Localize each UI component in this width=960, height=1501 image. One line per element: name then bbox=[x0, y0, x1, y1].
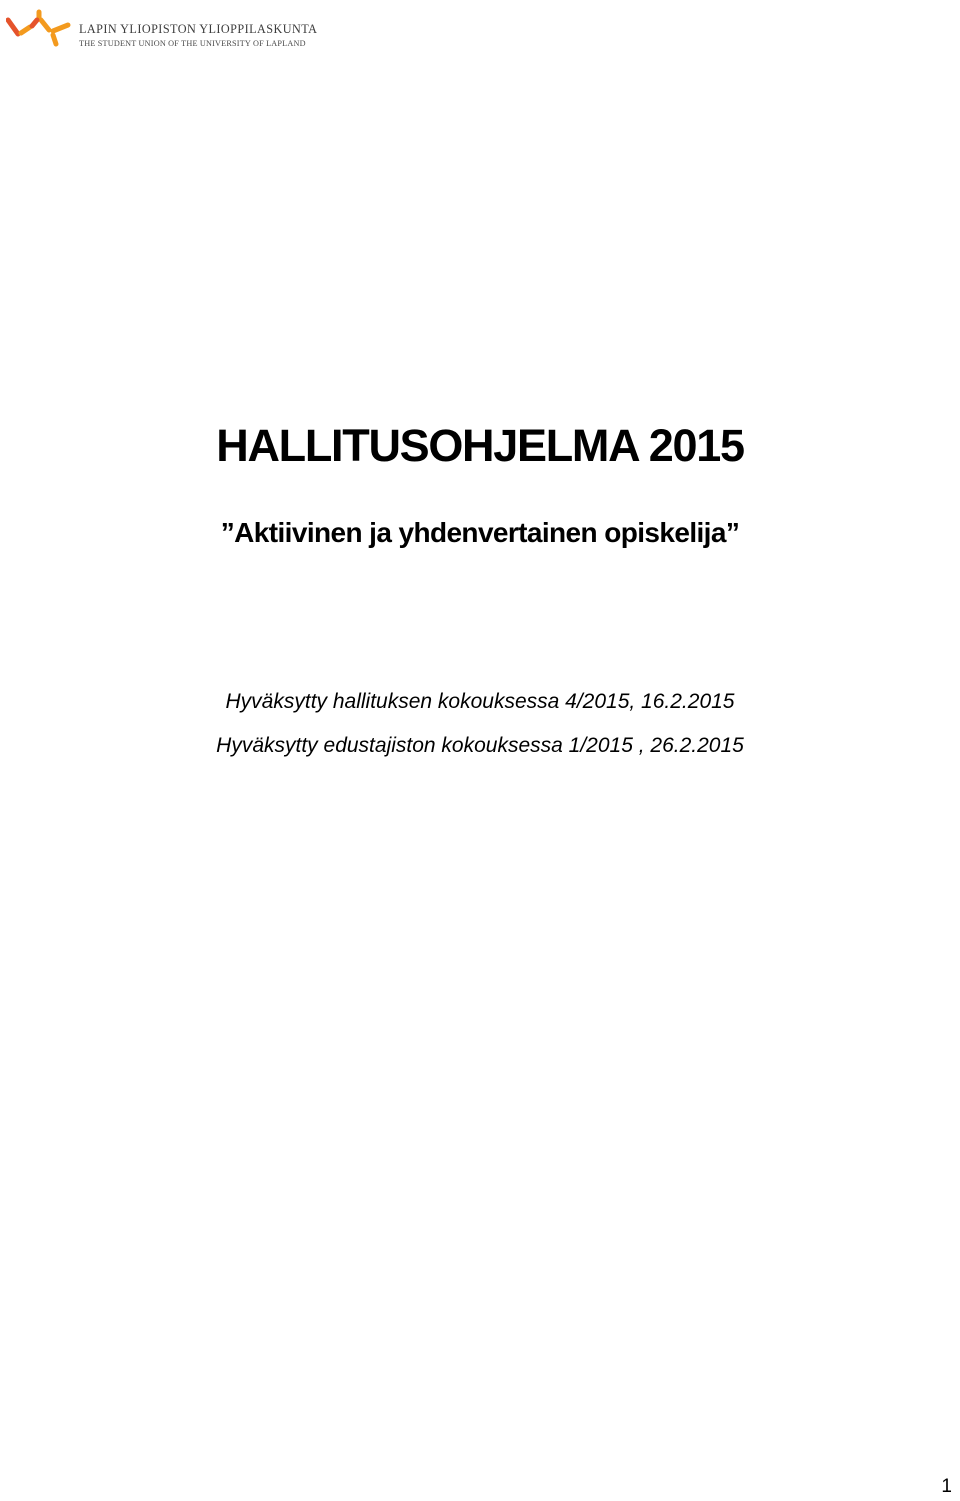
header-logo bbox=[6, 8, 318, 52]
approval-board: Hyväksytty hallituksen kokouksessa 4/2015, 16.2.2015 bbox=[225, 690, 735, 713]
document-subtitle: ”Aktiivinen ja yhdenvertainen opiskelija” bbox=[220, 517, 740, 548]
student-union-logo-icon bbox=[6, 8, 72, 48]
logo-name-primary: LAPIN YLIOPISTON YLIOPPILASKUNTA bbox=[79, 22, 318, 36]
logo-name-secondary: THE STUDENT UNION OF THE UNIVERSITY OF LAPLAND bbox=[79, 39, 306, 48]
approval-council: Hyväksytty edustajiston kokouksessa 1/2015 , 26.2.2015 bbox=[216, 734, 744, 757]
document-title: HALLITUSOHJELMA 2015 bbox=[216, 420, 744, 471]
page-number: 1 bbox=[941, 1476, 952, 1497]
